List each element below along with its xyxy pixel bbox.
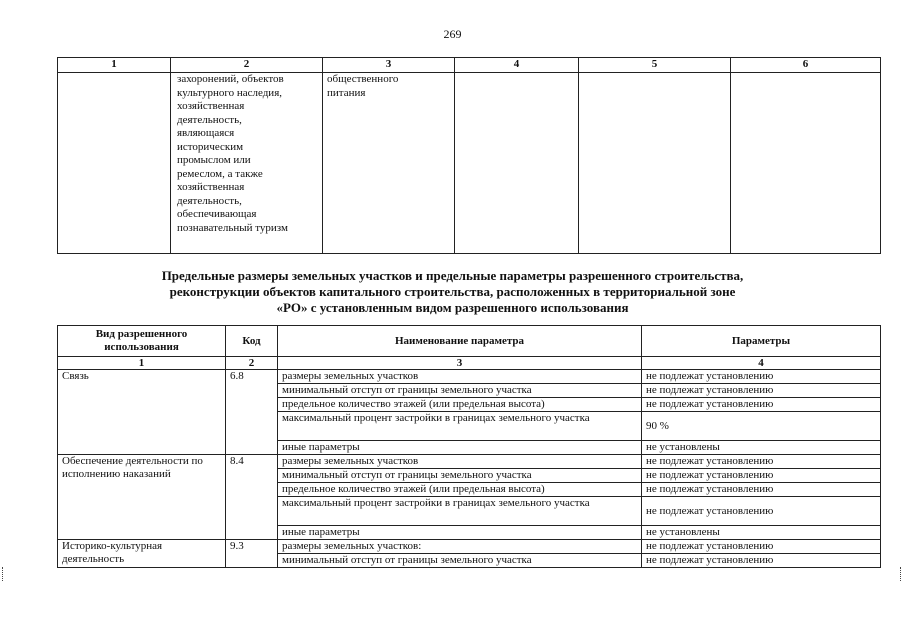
param-value-cell: не подлежат установлению: [642, 554, 881, 568]
table-cell: [455, 73, 579, 254]
param-name-cell: размеры земельных участков: [278, 370, 642, 384]
column-number: 2: [171, 58, 323, 73]
cell-line: обеспечивающая: [177, 208, 257, 220]
header-param-name: Наименование параметра: [278, 326, 642, 357]
use-type-cell: Историко-культурная деятельность: [58, 540, 226, 568]
cell-line: питания: [327, 86, 366, 99]
column-number: 6: [731, 58, 881, 73]
table-row: [58, 540, 881, 554]
cell-line: ремеслом, а также: [177, 167, 263, 180]
scan-edge-mark: [900, 567, 903, 581]
param-name-cell: максимальный процент застройки в границах земельного участка: [278, 412, 642, 441]
param-name-cell: иные параметры: [278, 441, 642, 455]
column-number: 4: [642, 357, 881, 370]
cell-line: захоронений, объектов: [177, 73, 284, 85]
header-use-type: Вид разрешенного использования: [58, 326, 226, 357]
continuation-table: [57, 57, 881, 254]
page-number: 269: [443, 27, 462, 41]
table-cell: [579, 73, 731, 254]
cell-line: хозяйственная: [177, 181, 245, 193]
param-value-cell: не подлежат установлению: [642, 483, 881, 497]
code-cell: 6.8: [226, 370, 278, 455]
param-name-cell: предельное количество этажей (или предельная высота): [278, 398, 642, 412]
param-name-cell: минимальный отступ от границы земельного участка: [278, 554, 642, 568]
column-number: 5: [579, 58, 731, 73]
column-number: 2: [226, 357, 278, 370]
column-number: 3: [323, 58, 455, 73]
heading-line: Предельные размеры земельных участков и предельные параметры разрешенного строительства,: [161, 268, 744, 283]
cell-line: деятельность,: [177, 194, 242, 207]
cell-line: являющаяся: [177, 127, 235, 139]
param-name-cell: предельное количество этажей (или предельная высота): [278, 483, 642, 497]
header-code: Код: [226, 326, 278, 357]
table-cell: [731, 73, 881, 254]
param-value-cell: не подлежат установлению: [642, 469, 881, 483]
param-name-cell: минимальный отступ от границы земельного участка: [278, 384, 642, 398]
column-number: 4: [455, 58, 579, 73]
table-cell: [58, 73, 171, 254]
param-value-cell: не подлежат установлению: [642, 384, 881, 398]
param-value-cell: не установлены: [642, 441, 881, 455]
use-type-cell: Связь: [58, 370, 226, 455]
use-type-cell: Обеспечение деятельности по исполнению наказаний: [58, 455, 226, 540]
column-number: 1: [58, 357, 226, 370]
cell-line: промыслом или: [177, 154, 251, 166]
code-cell: 8.4: [226, 455, 278, 540]
param-name-cell: размеры земельных участков: [278, 455, 642, 469]
column-number: 3: [278, 357, 642, 370]
table-row: [58, 455, 881, 469]
code-cell: 9.3: [226, 540, 278, 568]
param-value-cell: не установлены: [642, 526, 881, 540]
param-value-cell: не подлежат установлению: [642, 398, 881, 412]
table-cell: [323, 73, 455, 254]
cell-line: деятельность,: [177, 113, 242, 126]
param-name-cell: иные параметры: [278, 526, 642, 540]
param-value-cell: не подлежат установлению: [642, 497, 881, 526]
heading-line: реконструкции объектов капитального строительства, расположенных в территориальной зоне: [169, 284, 736, 299]
column-number: 1: [58, 58, 171, 73]
table-row: [58, 370, 881, 384]
param-value-cell: 90 %: [642, 412, 881, 441]
section-heading: [0, 268, 905, 316]
param-name-cell: минимальный отступ от границы земельного участка: [278, 469, 642, 483]
header-row: [58, 326, 881, 357]
cell-line: хозяйственная: [177, 100, 245, 112]
cell-line: общественного: [327, 73, 399, 85]
param-value-cell: не подлежат установлению: [642, 370, 881, 384]
table-row: [58, 73, 881, 254]
param-value-cell: не подлежат установлению: [642, 540, 881, 554]
column-number-row: [58, 58, 881, 73]
parameters-table: [57, 325, 881, 568]
param-name-cell: размеры земельных участков:: [278, 540, 642, 554]
table-cell: [171, 73, 323, 254]
scan-edge-mark: [2, 567, 5, 581]
param-value-cell: не подлежат установлению: [642, 455, 881, 469]
header-params: Параметры: [642, 326, 881, 357]
column-number-row: [58, 357, 881, 370]
cell-line: культурного наследия,: [177, 86, 282, 99]
param-name-cell: максимальный процент застройки в границах земельного участка: [278, 497, 642, 526]
cell-line: познавательный туризм: [177, 221, 288, 234]
cell-line: историческим: [177, 140, 244, 153]
heading-line: «РО» с установленным видом разрешенного использования: [276, 300, 629, 315]
